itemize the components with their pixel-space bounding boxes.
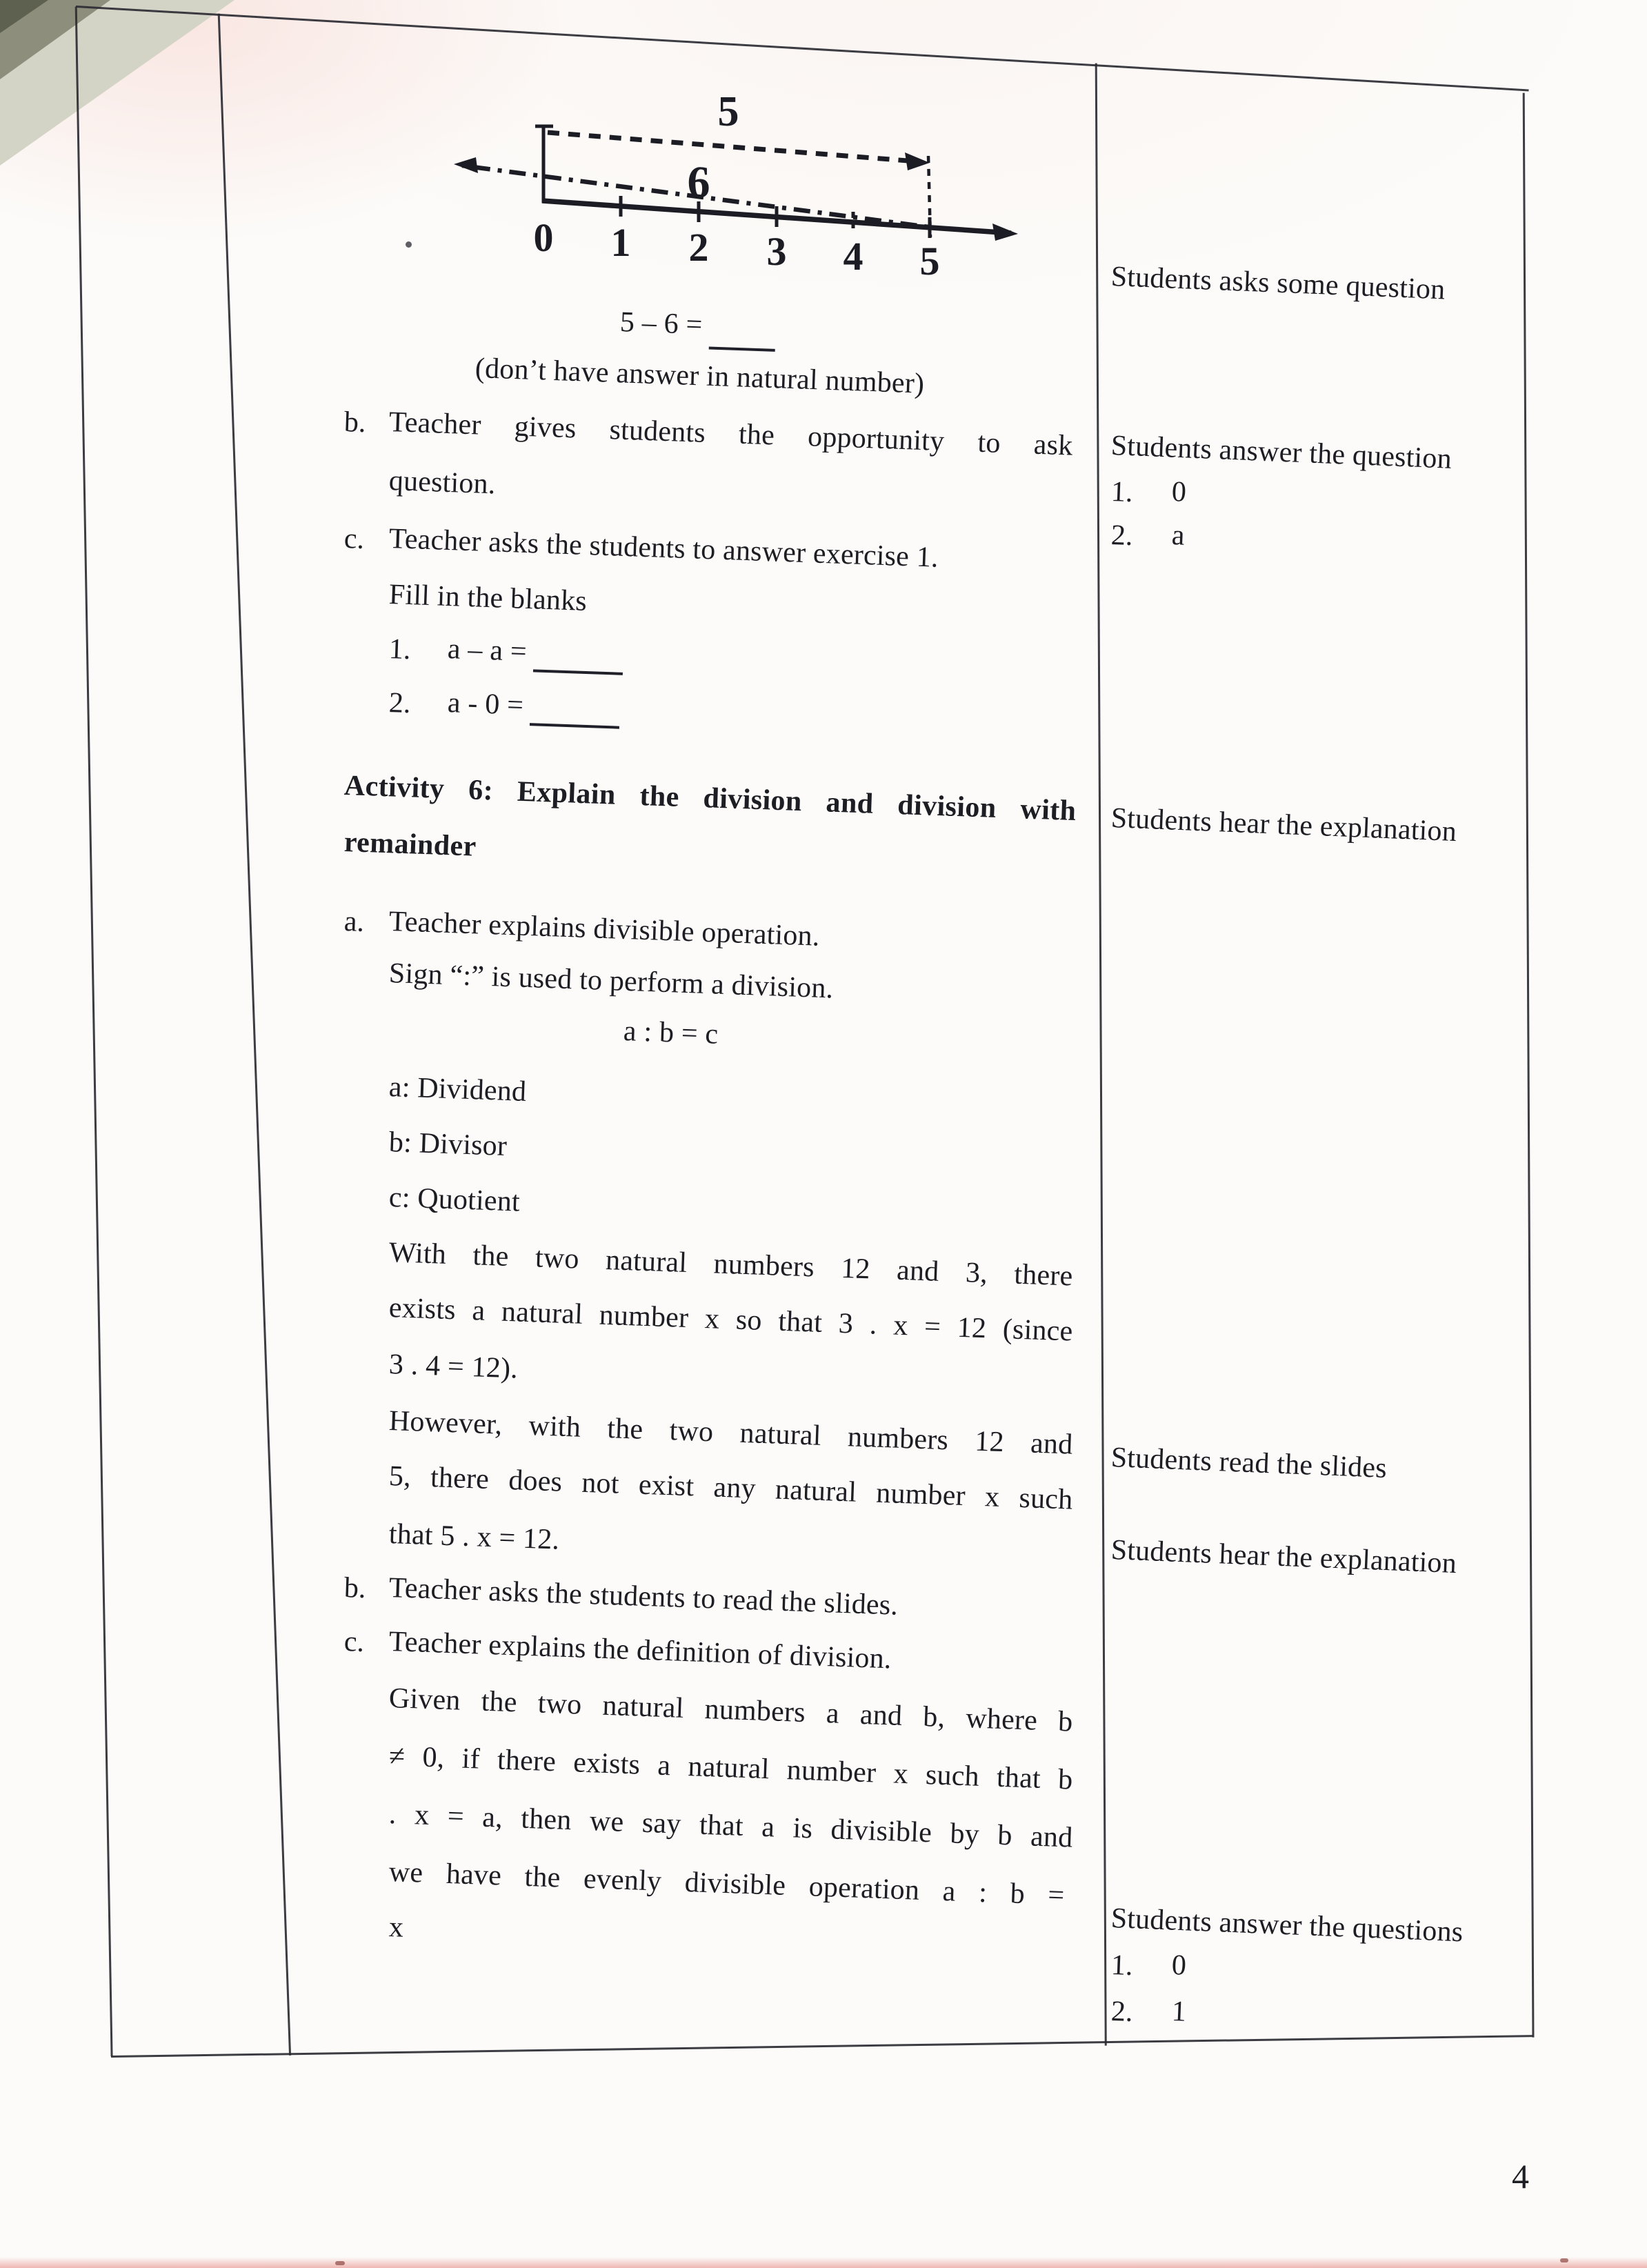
item-marker-b: b. [343, 406, 367, 439]
equation-text: 5 – 6 = [619, 306, 703, 341]
explanation-line: With the two natural numbers 12 and 3, there [388, 1236, 1074, 1293]
student-activity-line: Students answer the question [1110, 429, 1453, 475]
definition-line: x [388, 1911, 404, 1944]
exercise-item-2 [447, 683, 621, 729]
definition-line: Given the two natural numbers a and b, where b [388, 1682, 1074, 1738]
exercise-item-2-marker: 2. [388, 686, 412, 720]
forward-span-arrowhead [905, 152, 930, 170]
equation-note: (don’t have answer in natural number) [475, 352, 925, 400]
divisor-definition: b: Divisor [388, 1126, 508, 1162]
scan-speck [1560, 2258, 1568, 2262]
student-answer-1-marker: 1. [1110, 475, 1134, 509]
tick-label-4: 4 [843, 234, 864, 279]
student-answer-2-marker: 2. [1110, 519, 1134, 553]
table-divider-right-column [1095, 63, 1106, 2046]
student-answer-1: 0 [1170, 1949, 1187, 1982]
axis-arrowhead [992, 223, 1018, 241]
backward-span-label: 6 [687, 157, 710, 208]
answer-blank [708, 346, 775, 351]
dividend-definition: a: Dividend [388, 1071, 527, 1108]
student-activity-line: Students hear the explanation [1110, 1533, 1457, 1580]
tick-label-2: 2 [688, 225, 709, 270]
scan-bottom-fringe [0, 2257, 1647, 2268]
item-marker-a: a. [343, 905, 365, 938]
table-border-left [74, 7, 112, 2057]
teacher-step-line: Teacher asks the students to read the slides. [388, 1571, 899, 1622]
item-marker-c: c. [343, 1625, 365, 1658]
teacher-step-line: Teacher explains divisible operation. [388, 905, 821, 953]
item-marker-c: c. [343, 522, 365, 555]
forward-span-label: 5 [717, 95, 739, 135]
forward-span-arrow-line [548, 132, 908, 161]
definition-line: ≠ 0, if there exists a natural number x such that b [388, 1740, 1074, 1796]
student-activity-line: Students read the slides [1110, 1441, 1388, 1485]
exercise-item-1-marker: 1. [388, 633, 412, 666]
exercise-title: Fill in the blanks [388, 578, 588, 617]
explanation-line: 5, there does not exist any natural number x such [388, 1460, 1074, 1516]
teacher-step-line: Teacher explains the definition of division. [388, 1625, 892, 1675]
table-border-right [1522, 93, 1534, 2038]
page-number: 4 [1512, 2157, 1529, 2196]
teacher-step-line: Sign “:” is used to perform a division. [388, 957, 835, 1005]
activity-heading-line-2: remainder [343, 826, 477, 863]
student-answer-2: a [1170, 519, 1186, 552]
number-line-diagram [447, 95, 1024, 310]
teacher-step-line: Teacher gives students the opportunity to ask [388, 406, 1074, 462]
definition-line: we have the evenly divisible operation a : b = [388, 1856, 1066, 1912]
activity-heading-line-1: Activity 6: Explain the division and division with [343, 769, 1077, 828]
definition-line: . x = a, then we say that a is divisible by b and [388, 1798, 1074, 1854]
tick-label-0: 0 [533, 215, 554, 260]
student-answer-2-marker: 2. [1110, 1995, 1134, 2029]
scan-speck [335, 2261, 345, 2265]
explanation-line: that 5 . x = 12. [388, 1518, 561, 1556]
stray-ink-dot [406, 241, 412, 248]
student-answer-1-marker: 1. [1110, 1949, 1134, 1982]
tick-label-3: 3 [766, 229, 787, 274]
fill-blank [530, 723, 619, 729]
explanation-line: 3 . 4 = 12). [388, 1348, 519, 1385]
teacher-step-line: question. [388, 464, 497, 501]
tick-label-5: 5 [919, 239, 940, 284]
explanation-line: However, with the two natural numbers 12 and [388, 1404, 1074, 1461]
student-answer-2: 1 [1170, 1995, 1187, 2028]
student-activity-line: Students answer the questions [1110, 1902, 1464, 1949]
teacher-step-line: Teacher asks the students to answer exercise 1. [388, 522, 939, 574]
division-formula: a : b = c [623, 1015, 719, 1051]
quotient-definition: c: Quotient [388, 1181, 521, 1218]
tick-label-1: 1 [610, 220, 631, 265]
table-border-bottom [111, 2035, 1533, 2058]
item-marker-b: b. [343, 1571, 367, 1605]
equation-five-minus-six [619, 302, 776, 348]
explanation-line: exists a natural number x so that 3 . x = 12 (since [388, 1291, 1074, 1348]
table-divider-left-column [217, 14, 291, 2056]
exercise-item-1-text: a – a = [447, 633, 528, 668]
table-border-top [76, 6, 1529, 92]
fill-blank [533, 669, 623, 675]
student-answer-1: 0 [1170, 475, 1187, 508]
exercise-item-2-text: a - 0 = [447, 686, 524, 722]
student-activity-line: Students asks some question [1110, 260, 1446, 306]
exercise-item-1 [447, 629, 624, 675]
student-activity-line: Students hear the explanation [1110, 802, 1457, 848]
